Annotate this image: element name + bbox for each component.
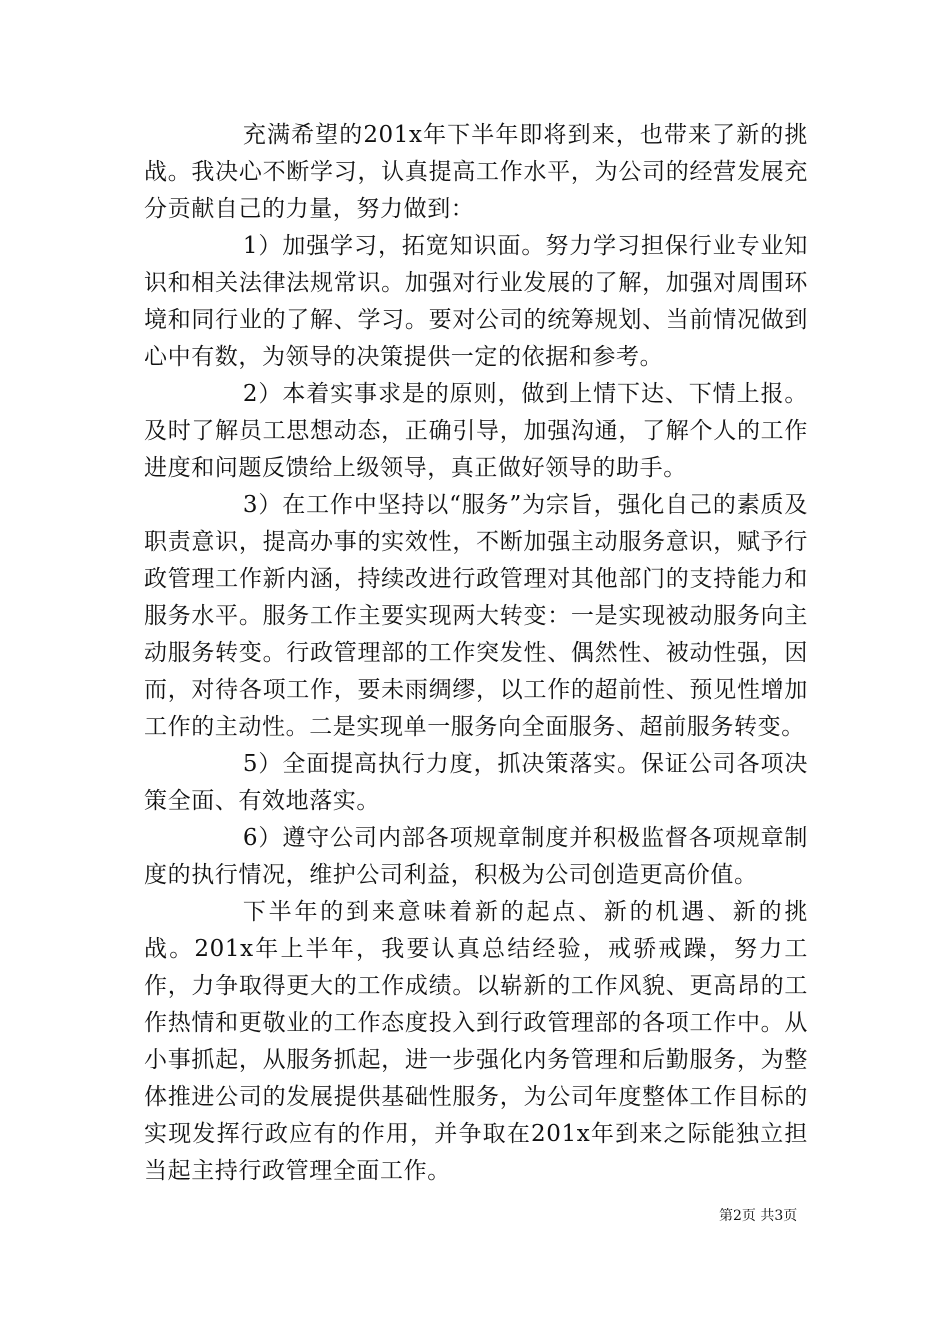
paragraph-item-2: 2）本着实事求是的原则，做到上情下达、下情上报。及时了解员工思想动态，正确引导，加强沟通，了解个人的工作进度和问题反馈给上级领导，真正做好领导的助手。 [144, 381, 808, 481]
paragraph-item-3: 3）在工作中坚持以“服务”为宗旨，强化自己的素质及职责意识，提高办事的实效性，不断加强主动服务意识，赋予行政管理工作新内涵，持续改进行政管理对其他部门的支持能力和服务水平。服务工作主要实现两大转变：一是实现被动服务向主动服务转变。行政管理部的工作突发性、偶然性、被动性强，因而，对待各项工作，要未雨绸缪，以工作的超前性、预见性增加工作的主动性。二是实现单一服务向全面服务、超前服务转变。 [144, 492, 808, 740]
page-number-footer: 第2页 共3页 [719, 1208, 798, 1224]
paragraph-item-5: 5）全面提高执行力度，抓决策落实。保证公司各项决策全面、有效地落实。 [144, 751, 808, 814]
paragraph-item-6: 6）遵守公司内部各项规章制度并积极监督各项规章制度的执行情况，维护公司利益，积极为公司创造更高价值。 [144, 825, 808, 888]
document-body [144, 117, 808, 1190]
paragraph-intro: 充满希望的201x年下半年即将到来，也带来了新的挑战。我决心不断学习，认真提高工作水平，为公司的经营发展充分贡献自己的力量，努力做到： [144, 122, 808, 222]
paragraph-item-1: 1）加强学习，拓宽知识面。努力学习担保行业专业知识和相关法律法规常识。加强对行业发展的了解，加强对周围环境和同行业的了解、学习。要对公司的统筹规划、当前情况做到心中有数，为领导的决策提供一定的依据和参考。 [144, 233, 808, 370]
paragraph-conclusion: 下半年的到来意味着新的起点、新的机遇、新的挑战。201x年上半年，我要认真总结经验，戒骄戒躁，努力工作，力争取得更大的工作成绩。以崭新的工作风貌、更高昂的工作热情和更敬业的工作态度投入到行政管理部的各项工作中。从小事抓起，从服务抓起，进一步强化内务管理和后勤服务，为整体推进公司的发展提供基础性服务，为公司年度整体工作目标的实现发挥行政应有的作用，并争取在201x年到来之际能独立担当起主持行政管理全面工作。 [144, 899, 808, 1184]
